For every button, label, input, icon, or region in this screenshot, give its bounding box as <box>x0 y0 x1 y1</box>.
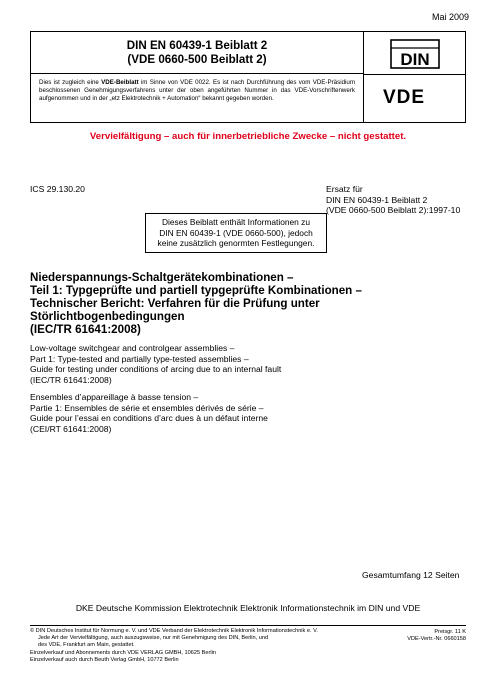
title-fr-line: Guide pour l’essai en conditions d’arc dues à un défaut interne <box>30 413 268 423</box>
title-de-line: Technischer Bericht: Verfahren für die Prüfung unter <box>30 297 320 310</box>
notice-prefix: Dies ist zugleich eine <box>39 79 102 86</box>
title-german <box>30 271 470 336</box>
document-title-box <box>30 31 364 74</box>
dke-commission: DKE Deutsche Kommission Elektrotechnik Elektronik Informationstechnik im DIN und VDE <box>75 603 421 613</box>
title-de-line: Störlichtbogenbedingungen <box>30 310 185 323</box>
title-french <box>30 392 470 434</box>
publication-date: Mai 2009 <box>432 12 470 22</box>
info-line-3: keine zusätzlich genormten Festlegungen. <box>157 238 315 248</box>
din-logo <box>390 39 440 69</box>
price-info <box>396 629 466 643</box>
title-fr-line: Partie 1: Ensembles de série et ensembles dérivés de série – <box>30 402 264 413</box>
notice-suffix: im Sinne von VDE 0022. Es ist nach Durchführung des vom VDE-Präsidium beschlossenen Genehmigungsverfahrens unter der oben angeführten Nummer in das VDE-Vorschriftenwerk aufgenommen und in der „etz Elektrotechnik + Automation“ bekannt gegeben worden. <box>39 79 355 102</box>
title-fr-line: Ensembles d’appareillage à basse tension – <box>30 392 199 402</box>
notice-bold: VDE-Beiblatt <box>101 79 139 86</box>
title-en-line: Part 1: Type-tested and partially type-tested assemblies – <box>30 353 249 364</box>
title-de-line: Teil 1: Typgeprüfte und partiell typgeprüfte Kombinationen – <box>30 284 362 297</box>
logo-separator <box>364 74 465 75</box>
replacement-label: Ersatz für <box>326 184 363 194</box>
info-line-2: DIN EN 60439-1 (VDE 0660-500), jedoch <box>159 227 313 238</box>
title-english <box>30 343 470 385</box>
footer-line: Einzelverkauf und Abonnements durch VDE VERLAG GMBH, 10625 Berlin <box>30 649 216 656</box>
replacement-line-1: DIN EN 60439-1 Beiblatt 2 <box>326 194 428 205</box>
total-pages: Gesamtumfang 12 Seiten <box>362 570 460 580</box>
replacement-info <box>326 184 460 216</box>
title-de-line: Niederspannungs-Schaltgerätekombinationen – <box>30 271 294 284</box>
logo-box <box>364 31 466 123</box>
copyright-footer <box>30 628 370 664</box>
document-title-vde: (VDE 0660-500 Beiblatt 2) <box>127 53 267 66</box>
vde-notice <box>30 74 364 123</box>
title-en-line: Guide for testing under conditions of arcing due to an internal fault <box>30 364 282 374</box>
footer-line: Einzelverkauf auch durch Beuth Verlag GmbH, 10772 Berlin <box>30 656 179 663</box>
footer-line: des VDE, Frankfurt am Main, gestattet. <box>38 642 135 649</box>
title-en-line: Low-voltage switchgear and controlgear assemblies – <box>30 343 235 353</box>
price-group: Preisgr. 11 K <box>434 629 466 635</box>
supplement-info-box <box>145 213 327 253</box>
footer-line: Jede Art der Vervielfältigung, auch auszugsweise, nur mit Genehmigung des DIN, Berlin, und <box>38 635 269 642</box>
info-line-1: Dieses Beiblatt enthält Informationen zu <box>161 217 311 227</box>
footer-line: © DIN Deutsches Institut für Normung e. V. und VDE Verband der Elektrotechnik Elektronik Informationstechnik e. V. <box>30 628 318 634</box>
document-title-din: DIN EN 60439-1 Beiblatt 2 <box>126 39 268 52</box>
reproduction-warning: Vervielfältigung – auch für innerbetriebliche Zwecke – nicht gestattet. <box>89 131 407 142</box>
svg-text:DIN: DIN <box>400 50 430 69</box>
replacement-line-2: (VDE 0660-500 Beiblatt 2):1997-10 <box>326 205 461 215</box>
title-de-line: (IEC/TR 61641:2008) <box>30 323 141 336</box>
title-en-line: (IEC/TR 61641:2008) <box>30 374 112 385</box>
order-number: VDE-Vertr.-Nr. 0660158 <box>407 636 466 643</box>
title-fr-line: (CEI/RT 61641:2008) <box>30 423 112 434</box>
ics-code: ICS 29.130.20 <box>30 184 85 194</box>
vde-logo: VDE <box>383 87 426 108</box>
footer-divider <box>30 625 466 626</box>
